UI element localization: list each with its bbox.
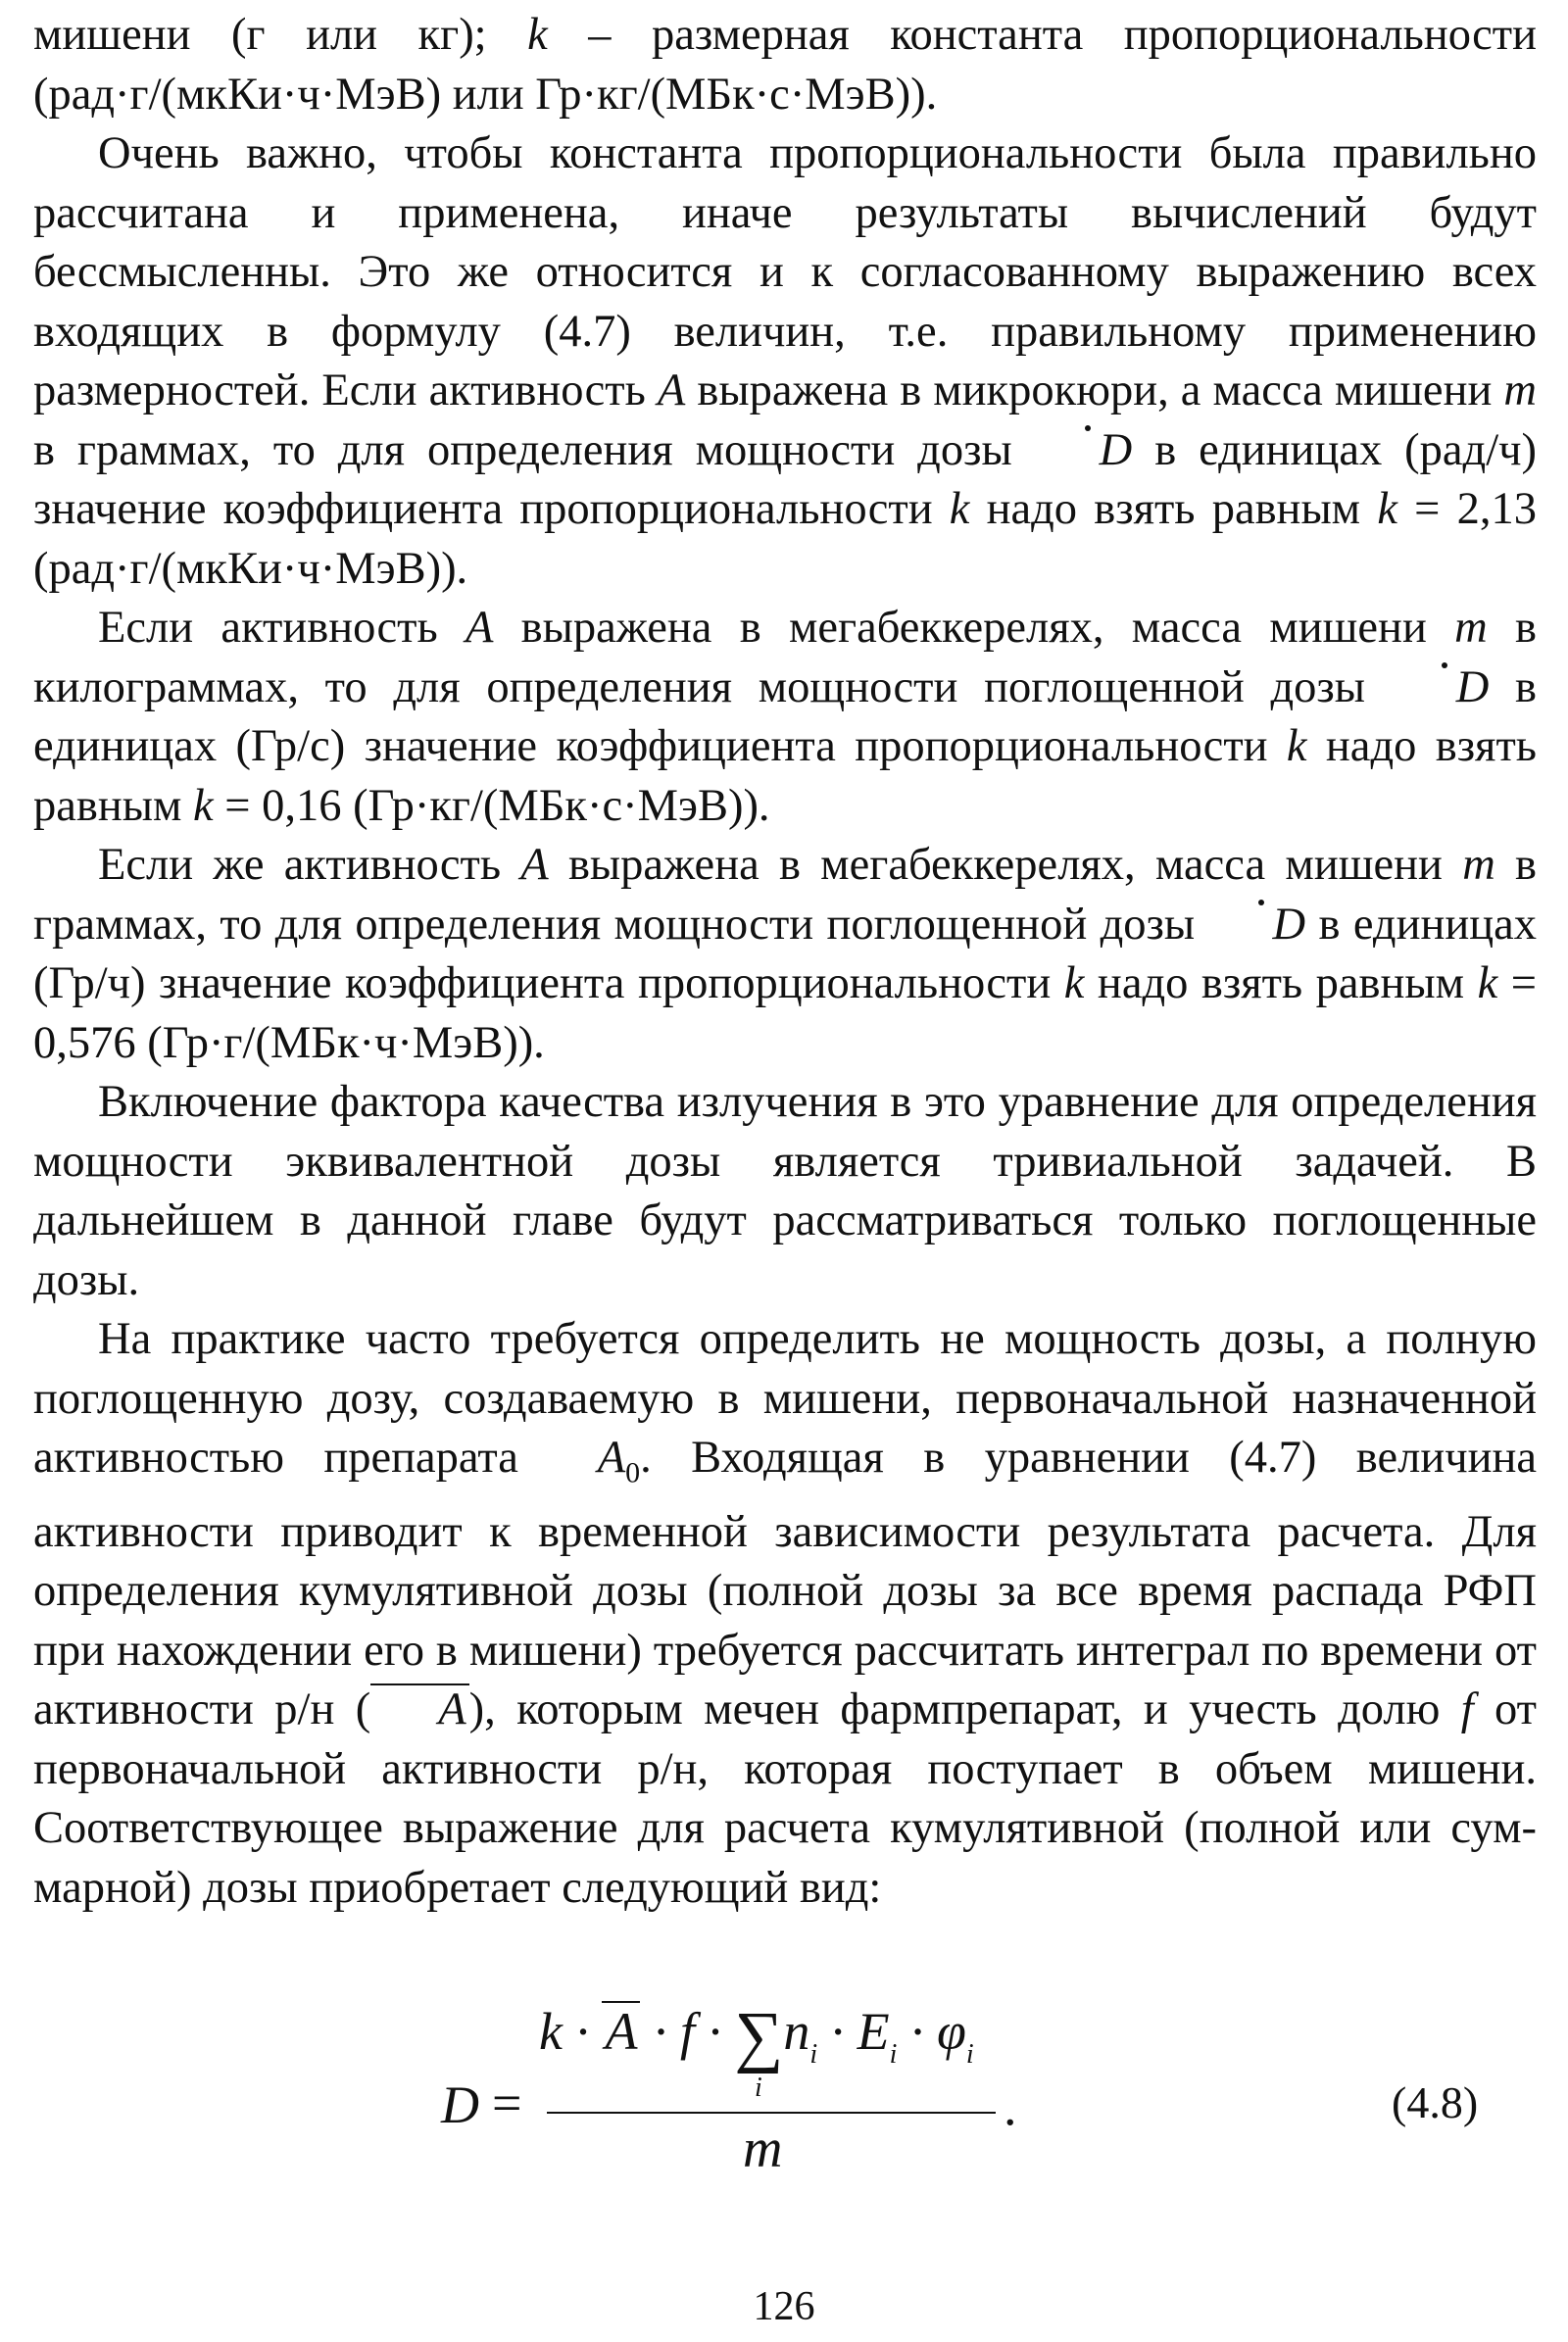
formula-equals: = — [492, 2074, 522, 2132]
paragraph-cumulative-dose: На практике часто требуется определить не мощность дозы, а полную поглощенную дозу, создаваемую в мишени, первоначальной назначенной активностью препарата $A_0$. Входящая в уравнении (4.7) величина активности приводит к временной зависимости результата расчета. Для определения кумулятивной дозы (полной дозы за все время распада РФП при нахождении его в мишени) требуется рассчитать интеграл по времени от активности р/н ( A), которым мечен фармпрепарат, и учесть долю f от первоначальной активности р/н, которая поступает в объем мишени. Соответствующее выражение для расчета кумулятивной (полной или суммарной) дозы приобретает следующий вид: — [33, 1314, 1537, 1913]
formula-denominator: m — [743, 2119, 783, 2179]
formula-trailing-period: . — [1004, 2077, 1017, 2136]
page-number: 126 — [753, 2284, 815, 2329]
formula-lhs: D — [441, 2075, 479, 2134]
fraction-bar — [547, 2112, 996, 2114]
paragraph-continuation: мишени (г или кг); k – размерная константа пропорциональности (рад·г/(мкКи·ч·МэВ) или Гр·кг/(МБк·с·МэВ)). — [33, 10, 1537, 120]
paragraph-units-importance: Очень важно, чтобы константа пропорциональности была правильно рассчитана и применена, иначе результаты вычислений будут бессмысленны. Это же относится и к согласованному выражению всех входящих в формулу (4.7) величин, т.е. правильному применению размерностей. Если активность A выражена в микрокюри, а масса мишени m в граммах, то для определения мощности дозы D в единицах (рад/ч) значение коэффициента пропорциональности k надо взять равным k = 2,13 (рад·г/(мкКи·ч·МэВ)). — [33, 128, 1538, 594]
paragraph-quality-factor: Включение фактора качества излучения в это уравнение для определения мощности эквивалентной дозы является тривиальной задачей. В дальнейшем в данной главе будут рассматриваться только поглощенные дозы. — [33, 1077, 1537, 1305]
equation-number: (4.8) — [1392, 2077, 1479, 2127]
equation-4-8 — [431, 1975, 1509, 2200]
paragraph-mbq-kg: Если активность A выражена в мегабеккерелях, масса мишени m в килограммах, то для определения мощности поглощенной дозы D в единицах (Гр/с) значение коэффициента пропорциональности k надо взять равным k = 0,16 (Гр·кг/(МБк·с·МэВ)). — [33, 603, 1537, 831]
document-body — [33, 6, 1537, 1918]
formula-numerator: $k \cdot A \cdot f \cdot \sum n_i \cdot E_i \cdot \varphi_i$ — [539, 1999, 974, 2074]
paragraph-mbq-g: Если же активность A выражена в мегабеккерелях, масса мишени m в граммах, то для определения мощности поглощенной дозы D в единицах (Гр/ч) значение коэффициента пропорциональности k надо взять равным k = 0,576 (Гр·г/(МБк·ч·МэВ)). — [33, 840, 1538, 1068]
formula-sum-index: i — [755, 2073, 762, 2103]
